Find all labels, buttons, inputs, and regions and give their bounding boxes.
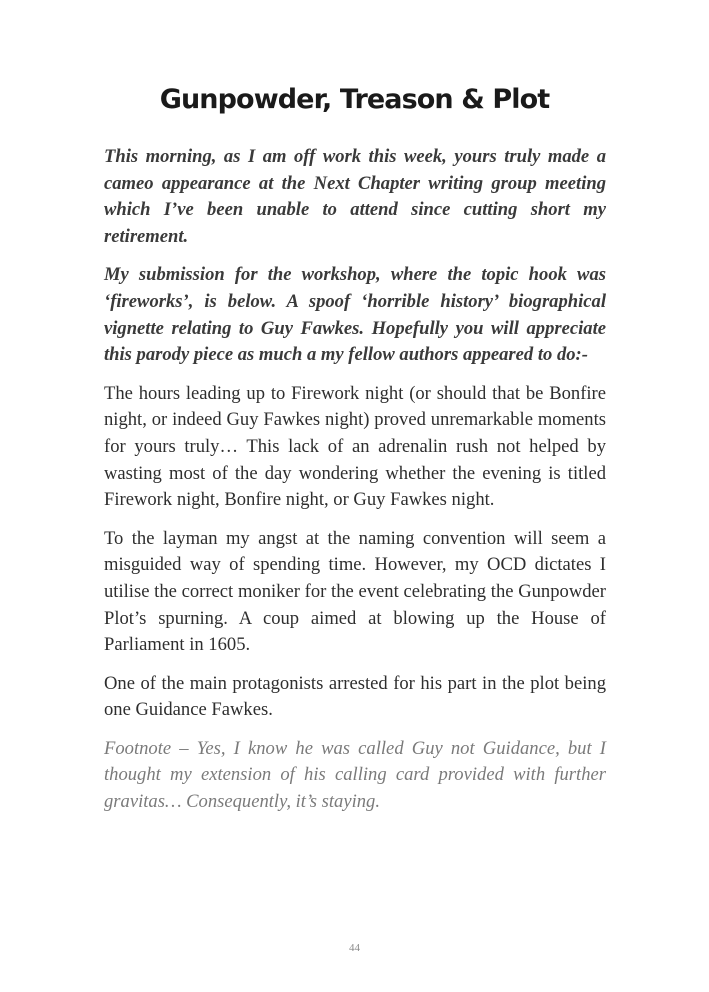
intro-paragraph-2: My submission for the workshop, where the topic hook was ‘fireworks’, is below. A spoof ‘horrible history’ biographical vignette relating to Guy Fawkes. Hopefully you will appreciate this parody piece as much a my fellow authors appeared to do:- xyxy=(104,264,606,366)
article-body xyxy=(104,144,606,828)
page-title: Gunpowder, Treason & Plot xyxy=(159,84,550,115)
story-paragraph-2: To the layman my angst at the naming convention will seem a misguided way of spending time. However, my OCD dictates I utilise the correct moniker for the event celebrating the Gunpowder Plot’s spurning. A coup aimed at blowing up the House of Parliament in 1605. xyxy=(104,527,606,656)
intro-paragraph-1: This morning, as I am off work this week, yours truly made a cameo appearance at the Next Chapter writing group meeting which I’ve been unable to attend since cutting short my retirement. xyxy=(104,146,606,247)
footnote-paragraph: Footnote – Yes, I know he was called Guy not Guidance, but I thought my extension of his calling card provided with further gravitas… Consequently, it’s staying. xyxy=(104,737,606,813)
story-paragraph-1: The hours leading up to Firework night (or should that be Bonfire night, or indeed Guy Fawkes night) proved unremarkable moments for yours truly… This lack of an adrenalin rush not helped by wasting most of the day wondering whether the evening is titled Firework night, Bonfire night, or Guy Fawkes night. xyxy=(104,382,606,511)
page-number: 44 xyxy=(349,942,360,954)
story-paragraph-3: One of the main protagonists arrested for his part in the plot being one Guidance Fawkes. xyxy=(104,672,606,721)
